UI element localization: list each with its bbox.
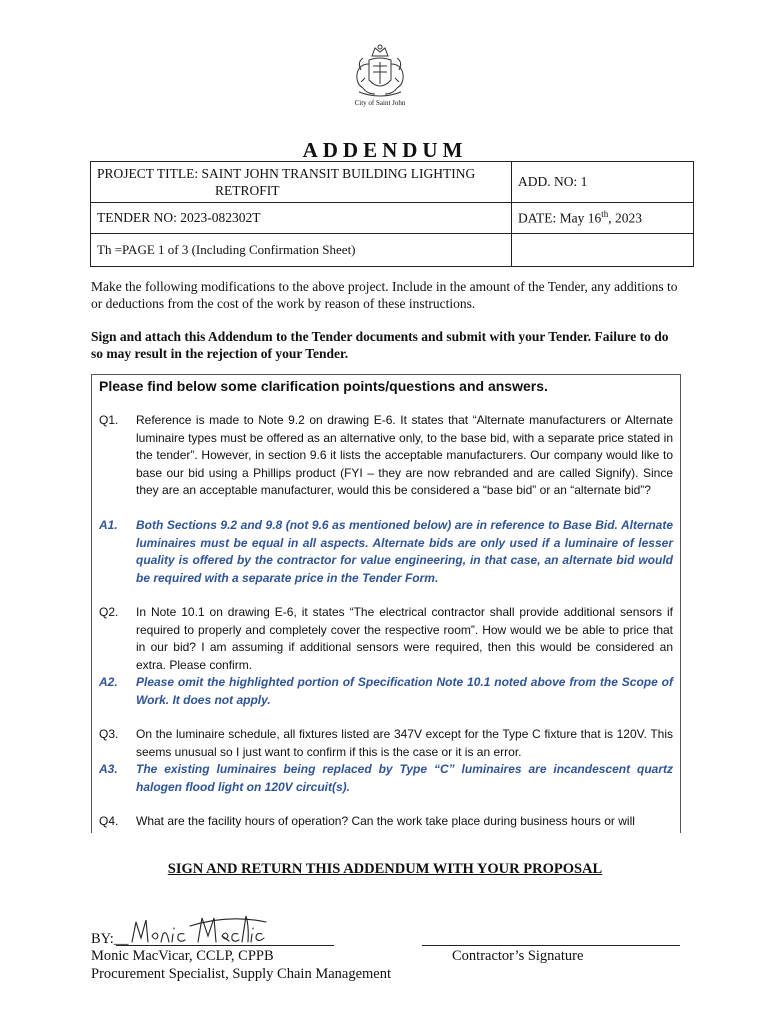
answer-1 [99,517,673,587]
question-3 [99,726,673,761]
question-text: What are the facility hours of operation? Can the work take place during business hours or will [136,814,635,828]
modifications-paragraph: Make the following modifications to the above project. Include in the amount of the Tender, any additions to or deductions from the cost of the work by reason of these instructions. [91,279,678,311]
signer-name: Monic MacVicar, CCLP, CPPB [91,948,274,964]
sign-attach-paragraph: Sign and attach this Addendum to the Tender documents and submit with your Tender. Failure to do so may result in the rejection of your Tender. [91,329,669,361]
question-1 [99,412,673,500]
contractor-signature-line [422,945,680,946]
date-suffix: th [601,209,609,220]
tender-no: TENDER NO: 2023-082302T [97,210,261,225]
sign-return-notice: SIGN AND RETURN THIS ADDENDUM WITH YOUR PROPOSAL [167,861,603,877]
question-label: Q1. [99,413,119,427]
question-4 [99,813,673,831]
question-label: Q4. [99,814,119,828]
question-text: Reference is made to Note 9.2 on drawing E-6. It states that “Alternate manufacturers or Alternate luminaire types must be offered as an alternative only, to the base bid, with a separate price stated in the tender”. However, in section 9.6 it lists the acceptable manufacturers. Our company would like to base our bid using a Phillips product (FYI – they are now rebranded and are called Signify). Since they are an acceptable manufacturer, would this be considered a “base bid” or an “alternate bid”? [136,413,673,497]
question-label: Q3. [99,727,119,741]
project-title-line1: PROJECT TITLE: SAINT JOHN TRANSIT BUILDING LIGHTING [97,166,476,181]
project-title-cell [91,162,512,203]
date-prefix: DATE: May 16 [518,210,602,226]
tender-no-cell [91,203,512,234]
empty-cell [512,234,694,267]
document-title: ADDENDUM [302,138,468,162]
qa-heading: Please find below some clarification points/questions and answers. [99,378,548,394]
answer-2 [99,674,673,709]
answer-label: A2. [99,675,118,689]
by-label: BY:__ [91,931,129,947]
add-no: ADD. NO: 1 [518,174,588,189]
page-count: Th =PAGE 1 of 3 (Including Confirmation Sheet) [97,242,356,257]
add-no-cell [512,162,694,203]
signer-title: Procurement Specialist, Supply Chain Management [91,966,392,982]
date-year: , 2023 [608,210,643,226]
contractor-signature-label: Contractor’s Signature [452,948,584,964]
answer-label: A1. [99,518,118,532]
question-text: On the luminaire schedule, all fixtures listed are 347V except for the Type C fixture that is 120V. This seems unusual so I just want to confirm if this is the case or it is an error. [136,727,673,759]
question-label: Q2. [99,605,119,619]
answer-text: Please omit the highlighted portion of Specification Note 10.1 noted above from the Scope of Work. It does not apply. [136,675,673,707]
question-2 [99,604,673,674]
project-info-table [90,161,694,267]
answer-label: A3. [99,762,118,776]
qa-box [91,374,681,833]
project-title-line2: RETROFIT [215,183,280,198]
handwritten-signature [128,908,268,952]
logo-caption: City of Saint John [354,99,406,107]
date-cell [512,203,694,234]
page-cell [91,234,512,267]
answer-text: The existing luminaires being replaced by Type “C” luminaires are incandescent quartz halogen flood light on 120V circuit(s). [136,762,673,794]
answer-text: Both Sections 9.2 and 9.8 (not 9.6 as mentioned below) are in reference to Base Bid. Alternate luminaires must be equal in all aspects. Alternate bids are only used if a luminaire of lesser quality is offered by the contractor for value engineering, in that case, an alternate bid would be required with a separate price in the Tender Form. [136,518,673,585]
answer-3 [99,761,673,796]
question-text: In Note 10.1 on drawing E-6, it states “The electrical contractor shall provide additional sensors if required to properly and completely cover the respective room”. How would we be able to price that in our bid? I am assuming if additional sensors were required, then this would be considered an extra. Please confirm. [136,605,673,672]
